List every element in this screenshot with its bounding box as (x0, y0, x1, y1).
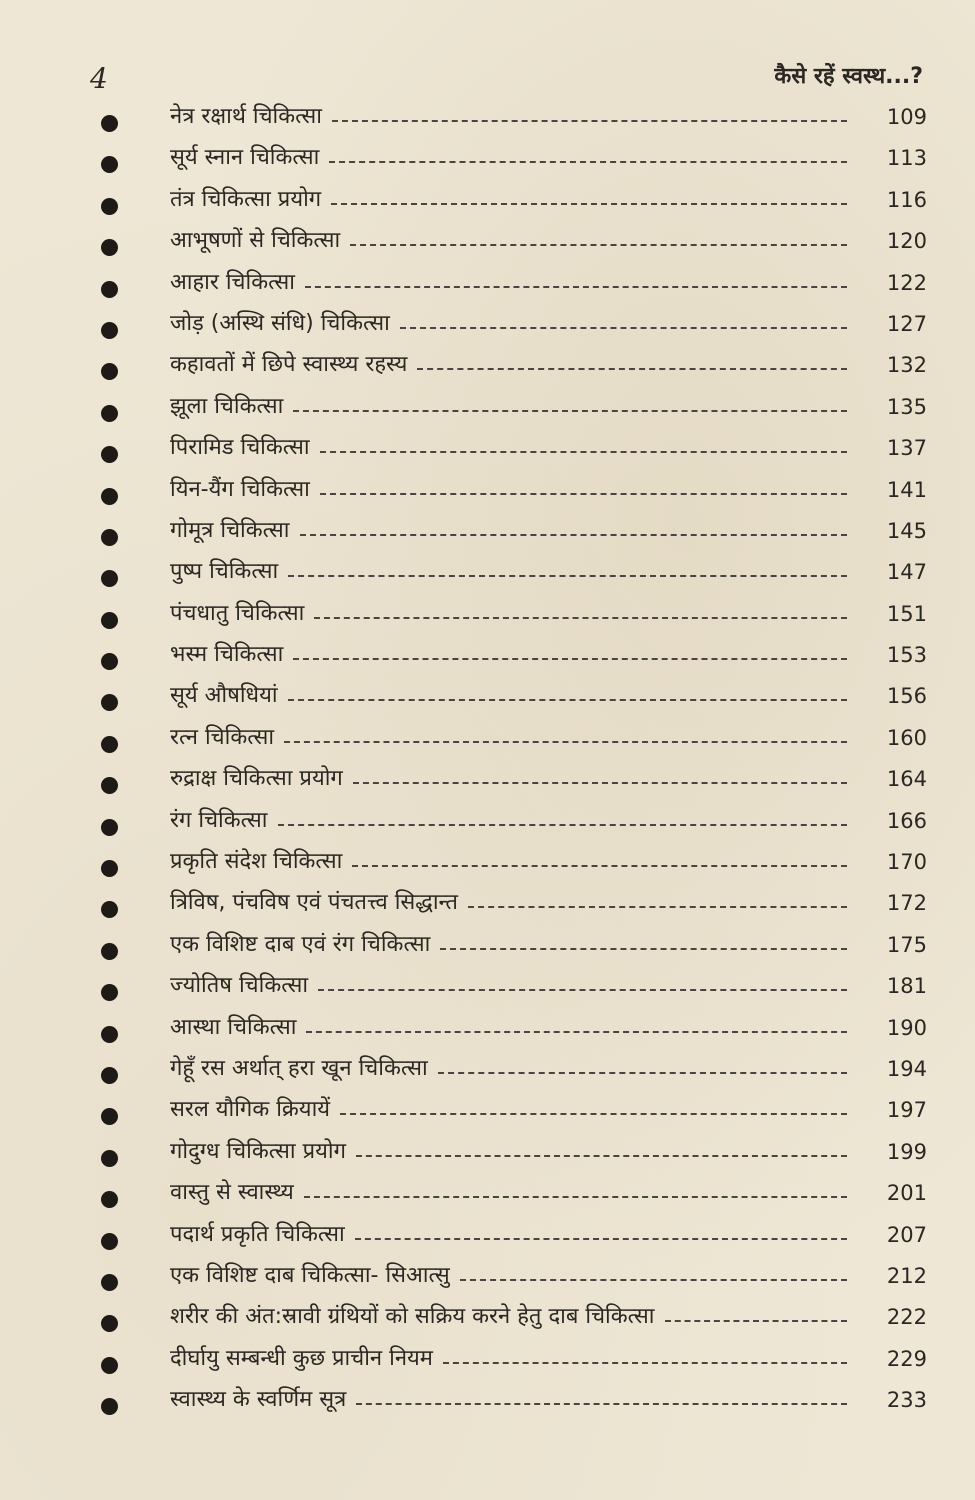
toc-entry-page-number: 153 (886, 643, 927, 668)
toc-entry (0, 760, 975, 801)
toc-entry-page-number: 160 (886, 725, 927, 750)
dot-leader (331, 203, 847, 205)
toc-entry-page-number: 212 (886, 1263, 927, 1288)
toc-entry-page-number: 166 (886, 808, 927, 833)
dot-leader (284, 741, 847, 743)
toc-entry-page-number: 132 (886, 353, 927, 378)
dot-leader (305, 286, 847, 288)
toc-entry (0, 1009, 975, 1050)
toc-entry-page-number: 113 (886, 146, 927, 171)
toc-entry-page-number: 109 (886, 105, 927, 129)
toc-entry-title: आस्था चिकित्सा (170, 1014, 297, 1040)
bullet-icon (101, 156, 118, 173)
toc-entry-title: वास्तु से स्वास्थ्य (170, 1180, 294, 1206)
dot-leader (288, 575, 847, 577)
table-of-contents (0, 98, 975, 1423)
toc-entry-page-number: 147 (886, 560, 927, 585)
dot-leader (288, 699, 847, 701)
toc-entry-page-number: 190 (886, 1015, 927, 1040)
toc-entry-title: पंचधातु चिकित्सा (170, 600, 305, 626)
bullet-icon (101, 653, 118, 670)
toc-entry (0, 595, 975, 636)
toc-entry-title: नेत्र रक्षार्थ चिकित्सा (170, 104, 322, 129)
dot-leader (356, 1155, 847, 1157)
toc-entry-page-number: 120 (886, 229, 927, 254)
toc-entry-title: आहार चिकित्सा (170, 269, 295, 295)
toc-entry-page-number: 233 (886, 1388, 927, 1413)
dot-leader (443, 1362, 847, 1364)
toc-entry-title: एक विशिष्ट दाब चिकित्सा- सिआत्सु (170, 1262, 450, 1288)
dot-leader (355, 1238, 847, 1240)
dot-leader (340, 1113, 847, 1115)
bullet-icon (101, 322, 118, 339)
toc-entry-title: गोमूत्र चिकित्सा (170, 517, 290, 543)
toc-entry-title: पुष्प चिकित्सा (170, 559, 279, 585)
toc-entry-title: दीर्घायु सम्बन्धी कुछ प्राचीन नियम (170, 1345, 433, 1371)
dot-leader (314, 617, 847, 619)
dot-leader (304, 1196, 847, 1198)
toc-entry (0, 346, 975, 387)
dot-leader (417, 368, 847, 370)
dot-leader (440, 948, 847, 950)
dot-leader (350, 244, 847, 246)
toc-entry-page-number: 164 (886, 767, 927, 792)
toc-entry (0, 1340, 975, 1381)
toc-entry-title: सूर्य स्नान चिकित्सा (170, 145, 320, 171)
toc-entry-title: पदार्थ प्रकृति चिकित्सा (170, 1221, 345, 1247)
bullet-icon (101, 239, 118, 256)
dot-leader (356, 1403, 847, 1405)
dot-leader (332, 120, 847, 122)
bullet-icon (101, 198, 118, 215)
dot-leader (665, 1320, 847, 1322)
toc-entry (0, 1091, 975, 1132)
bullet-icon (101, 570, 118, 587)
bullet-icon (101, 819, 118, 836)
toc-entry (0, 1257, 975, 1298)
toc-entry (0, 1174, 975, 1215)
bullet-icon (101, 943, 118, 960)
toc-entry-page-number: 199 (886, 1139, 927, 1164)
running-title: कैसे रहें स्वस्थ...? (774, 64, 923, 89)
dot-leader (353, 782, 847, 784)
toc-entry-page-number: 175 (886, 932, 927, 957)
dot-leader (320, 493, 847, 495)
toc-entry-page-number: 194 (886, 1056, 927, 1081)
bullet-icon (101, 901, 118, 918)
toc-entry (0, 1050, 975, 1091)
bullet-icon (101, 1026, 118, 1043)
toc-entry-page-number: 229 (886, 1346, 927, 1371)
dot-leader (400, 327, 847, 329)
toc-entry (0, 884, 975, 925)
toc-entry (0, 1216, 975, 1257)
dot-leader (318, 989, 847, 991)
toc-entry-page-number: 172 (886, 891, 927, 916)
toc-entry-page-number: 170 (886, 850, 927, 875)
toc-entry (0, 719, 975, 760)
toc-entry (0, 1133, 975, 1174)
bullet-icon (101, 1233, 118, 1250)
toc-entry-page-number: 181 (886, 974, 927, 999)
toc-entry (0, 512, 975, 553)
dot-leader (300, 534, 847, 536)
toc-entry-title: तंत्र चिकित्सा प्रयोग (170, 186, 322, 212)
bullet-icon (101, 1067, 118, 1084)
toc-entry-title: रंग चिकित्सा (170, 807, 268, 833)
toc-entry-title: सरल यौगिक क्रियायें (170, 1097, 331, 1123)
bullet-icon (101, 363, 118, 380)
bullet-icon (101, 1150, 118, 1167)
dot-leader (468, 906, 847, 908)
toc-entry-page-number: 201 (886, 1181, 927, 1206)
toc-entry (0, 429, 975, 470)
toc-entry-title: आभूषणों से चिकित्सा (170, 228, 341, 254)
toc-entry-title: स्वास्थ्य के स्वर्णिम सूत्र (170, 1387, 347, 1413)
toc-entry-title: यिन-यैंग चिकित्सा (170, 476, 310, 502)
toc-entry (0, 1298, 975, 1339)
bullet-icon (101, 984, 118, 1001)
dot-leader (438, 1072, 847, 1074)
bullet-icon (101, 860, 118, 877)
toc-entry (0, 1381, 975, 1422)
toc-entry (0, 222, 975, 263)
bullet-icon (101, 1357, 118, 1374)
toc-entry (0, 926, 975, 967)
bullet-icon (101, 1191, 118, 1208)
bullet-icon (101, 1274, 118, 1291)
toc-entry-title: त्रिविष, पंचविष एवं पंचतत्त्व सिद्धान्त (170, 890, 458, 916)
toc-entry (0, 139, 975, 180)
toc-entry-page-number: 135 (886, 394, 927, 419)
toc-entry (0, 471, 975, 512)
toc-entry (0, 967, 975, 1008)
bullet-icon (101, 736, 118, 753)
toc-entry-title: शरीर की अंत:स्रावी ग्रंथियों को सक्रिय करने हेतु दाब चिकित्सा (170, 1304, 655, 1330)
bullet-icon (101, 529, 118, 546)
toc-entry-page-number: 145 (886, 518, 927, 543)
toc-entry-page-number: 222 (886, 1305, 927, 1330)
toc-entry-title: एक विशिष्ट दाब एवं रंग चिकित्सा (170, 931, 431, 957)
toc-entry (0, 553, 975, 594)
toc-entry-title: कहावतों में छिपे स्वास्थ्य रहस्य (170, 352, 408, 378)
bullet-icon (101, 1398, 118, 1415)
page-number: 4 (90, 62, 108, 95)
toc-entry-page-number: 207 (886, 1222, 927, 1247)
toc-entry-title: ज्योतिष चिकित्सा (170, 973, 309, 999)
dot-leader (293, 410, 847, 412)
dot-leader (293, 658, 847, 660)
toc-entry-page-number: 156 (886, 684, 927, 709)
bullet-icon (101, 777, 118, 794)
toc-entry (0, 305, 975, 346)
toc-entry-page-number: 116 (886, 187, 927, 212)
toc-entry (0, 677, 975, 718)
toc-entry (0, 802, 975, 843)
toc-entry (0, 636, 975, 677)
bullet-icon (101, 612, 118, 629)
dot-leader (320, 451, 847, 453)
toc-entry-page-number: 151 (886, 601, 927, 626)
toc-entry-page-number: 141 (886, 477, 927, 502)
toc-entry-page-number: 127 (886, 311, 927, 336)
toc-entry-page-number: 137 (886, 436, 927, 461)
toc-entry-title: जोड़ (अस्थि संधि) चिकित्सा (170, 310, 390, 336)
bullet-icon (101, 488, 118, 505)
bullet-icon (101, 1108, 118, 1125)
toc-entry-title: झूला चिकित्सा (170, 393, 284, 419)
dot-leader (329, 161, 847, 163)
dot-leader (352, 865, 847, 867)
bullet-icon (101, 115, 118, 132)
toc-entry-title: गोदुग्ध चिकित्सा प्रयोग (170, 1138, 346, 1164)
toc-entry (0, 843, 975, 884)
dot-leader (278, 824, 847, 826)
toc-entry-title: प्रकृति संदेश चिकित्सा (170, 849, 343, 875)
bullet-icon (101, 1315, 118, 1332)
toc-entry-title: रत्न चिकित्सा (170, 724, 275, 750)
bullet-icon (101, 405, 118, 422)
toc-entry-title: सूर्य औषधियां (170, 683, 278, 709)
bullet-icon (101, 281, 118, 298)
bullet-icon (101, 446, 118, 463)
toc-entry-page-number: 197 (886, 1098, 927, 1123)
dot-leader (306, 1031, 847, 1033)
toc-entry (0, 264, 975, 305)
toc-entry-title: भस्म चिकित्सा (170, 642, 284, 668)
toc-entry-page-number: 122 (886, 270, 927, 295)
dot-leader (460, 1279, 847, 1281)
toc-entry (0, 388, 975, 429)
toc-entry-title: पिरामिड चिकित्सा (170, 435, 310, 461)
toc-entry (0, 98, 975, 139)
toc-entry-title: रुद्राक्ष चिकित्सा प्रयोग (170, 766, 343, 792)
toc-entry (0, 181, 975, 222)
bullet-icon (101, 694, 118, 711)
toc-entry-title: गेहूँ रस अर्थात् हरा खून चिकित्सा (170, 1055, 428, 1081)
